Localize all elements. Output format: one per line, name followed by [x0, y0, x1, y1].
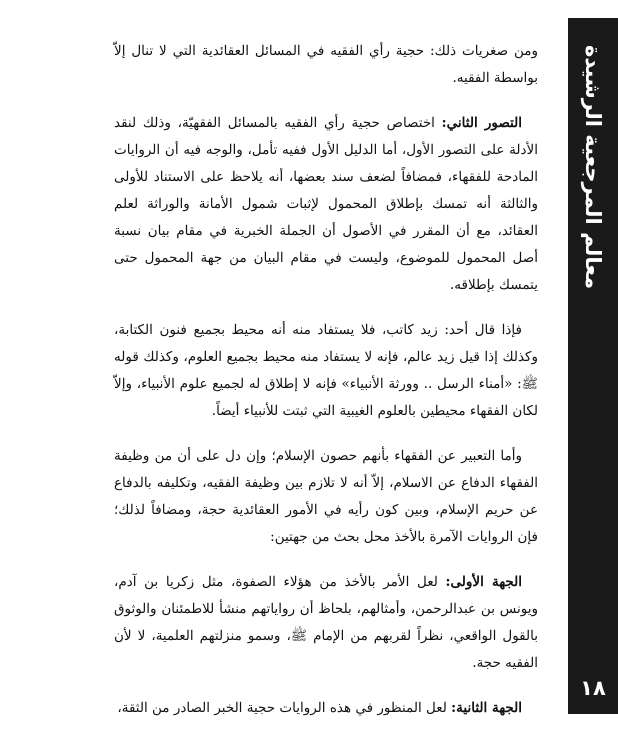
paragraph-6-text: لعل المنظور في هذه الروايات حجية الخبر الصادر من الثقة،: [117, 700, 452, 716]
paragraph-3-text: فإذا قال أحد: زيد كاتب، فلا يستفاد منه أنه محيط بجميع فنون الكتابة، وكذلك إذا قيل زيد عالم، فإنه لا يستفاد منه محيط بجميع العلوم، وكذلك قوله ﷺ: «أمناء الرسل .. وورثة الأنبياء» فإنه لا إطلاق له لجميع علوم الأنبياء، وإلاّ لكان الفقهاء محيطين بالعلوم الغيبية التي ثبتت للأنبياء أيضاً.: [114, 322, 538, 419]
paragraph-5: [114, 569, 538, 677]
paragraph-4: [114, 443, 538, 551]
paragraph-1: [114, 38, 538, 92]
paragraph-6: [114, 695, 538, 722]
paragraph-1-text: ومن صغريات ذلك: حجية رأي الفقيه في المسائل العقائدية التي لا تنال إلاّ بواسطة الفقيه.: [114, 43, 538, 86]
page-body: [114, 38, 538, 740]
page-number: ١٨: [580, 676, 606, 700]
paragraph-2-lead: التصور الثاني:: [441, 115, 522, 131]
paragraph-5-text: لعل الأمر بالأخذ من هؤلاء الصفوة، مثل زكريا بن آدم، ويونس بن عبدالرحمن، وأمثالهم، بلحاظ أن رواياتهم منشأ للاطمئنان والوثوق بالقول الواقعي، نظراً لقربهم من الإمام ﷺ، وسمو منزلتهم العلمية، لا لأن الفقيه حجة.: [114, 574, 538, 671]
paragraph-2: [114, 110, 538, 299]
paragraph-3: [114, 317, 538, 425]
paragraph-6-lead: الجهة الثانية:: [451, 700, 522, 716]
paragraph-2-text: اختصاص حجية رأي الفقيه بالمسائل الفقهيّة، وذلك لنقد الأدلة على التصور الأول، أما الدليل الأول ففيه تأمل، والوجه فيه أن الروايات المادحة للفقهاء، فمضافاً لضعف سند بعضها، أنه يلاحظ على الاستناد للأولى والثالثة أنه تمسك بإطلاق المحمول لإثبات شمول الأمانة والوراثة لعلم العقائد، مع أن المقرر في الأصول أن الجملة الخبرية في مقام بيان نسبة أصل المحمول للموضوع، وليست في مقام البيان من جهة المحمول حتى يتمسك بإطلاقه.: [114, 115, 538, 293]
book-title: معالم المرجعية الرشيدة: [581, 44, 605, 290]
paragraph-5-lead: الجهة الأولى:: [445, 574, 522, 590]
paragraph-4-text: وأما التعبير عن الفقهاء بأنهم حصون الإسلام؛ وإن دل على أن من وظيفة الفقهاء الدفاع عن الاسلام، إلاّ أنه لا تلازم بين وظيفة الفقيه، وتكليفه بالدفاع عن حريم الإسلام، وبين كون رأيه في الأمور العقائدية حجة، ومضافاً لذلك؛ فإن الروايات الآمرة بالأخذ محل بحث من جهتين:: [114, 448, 538, 545]
